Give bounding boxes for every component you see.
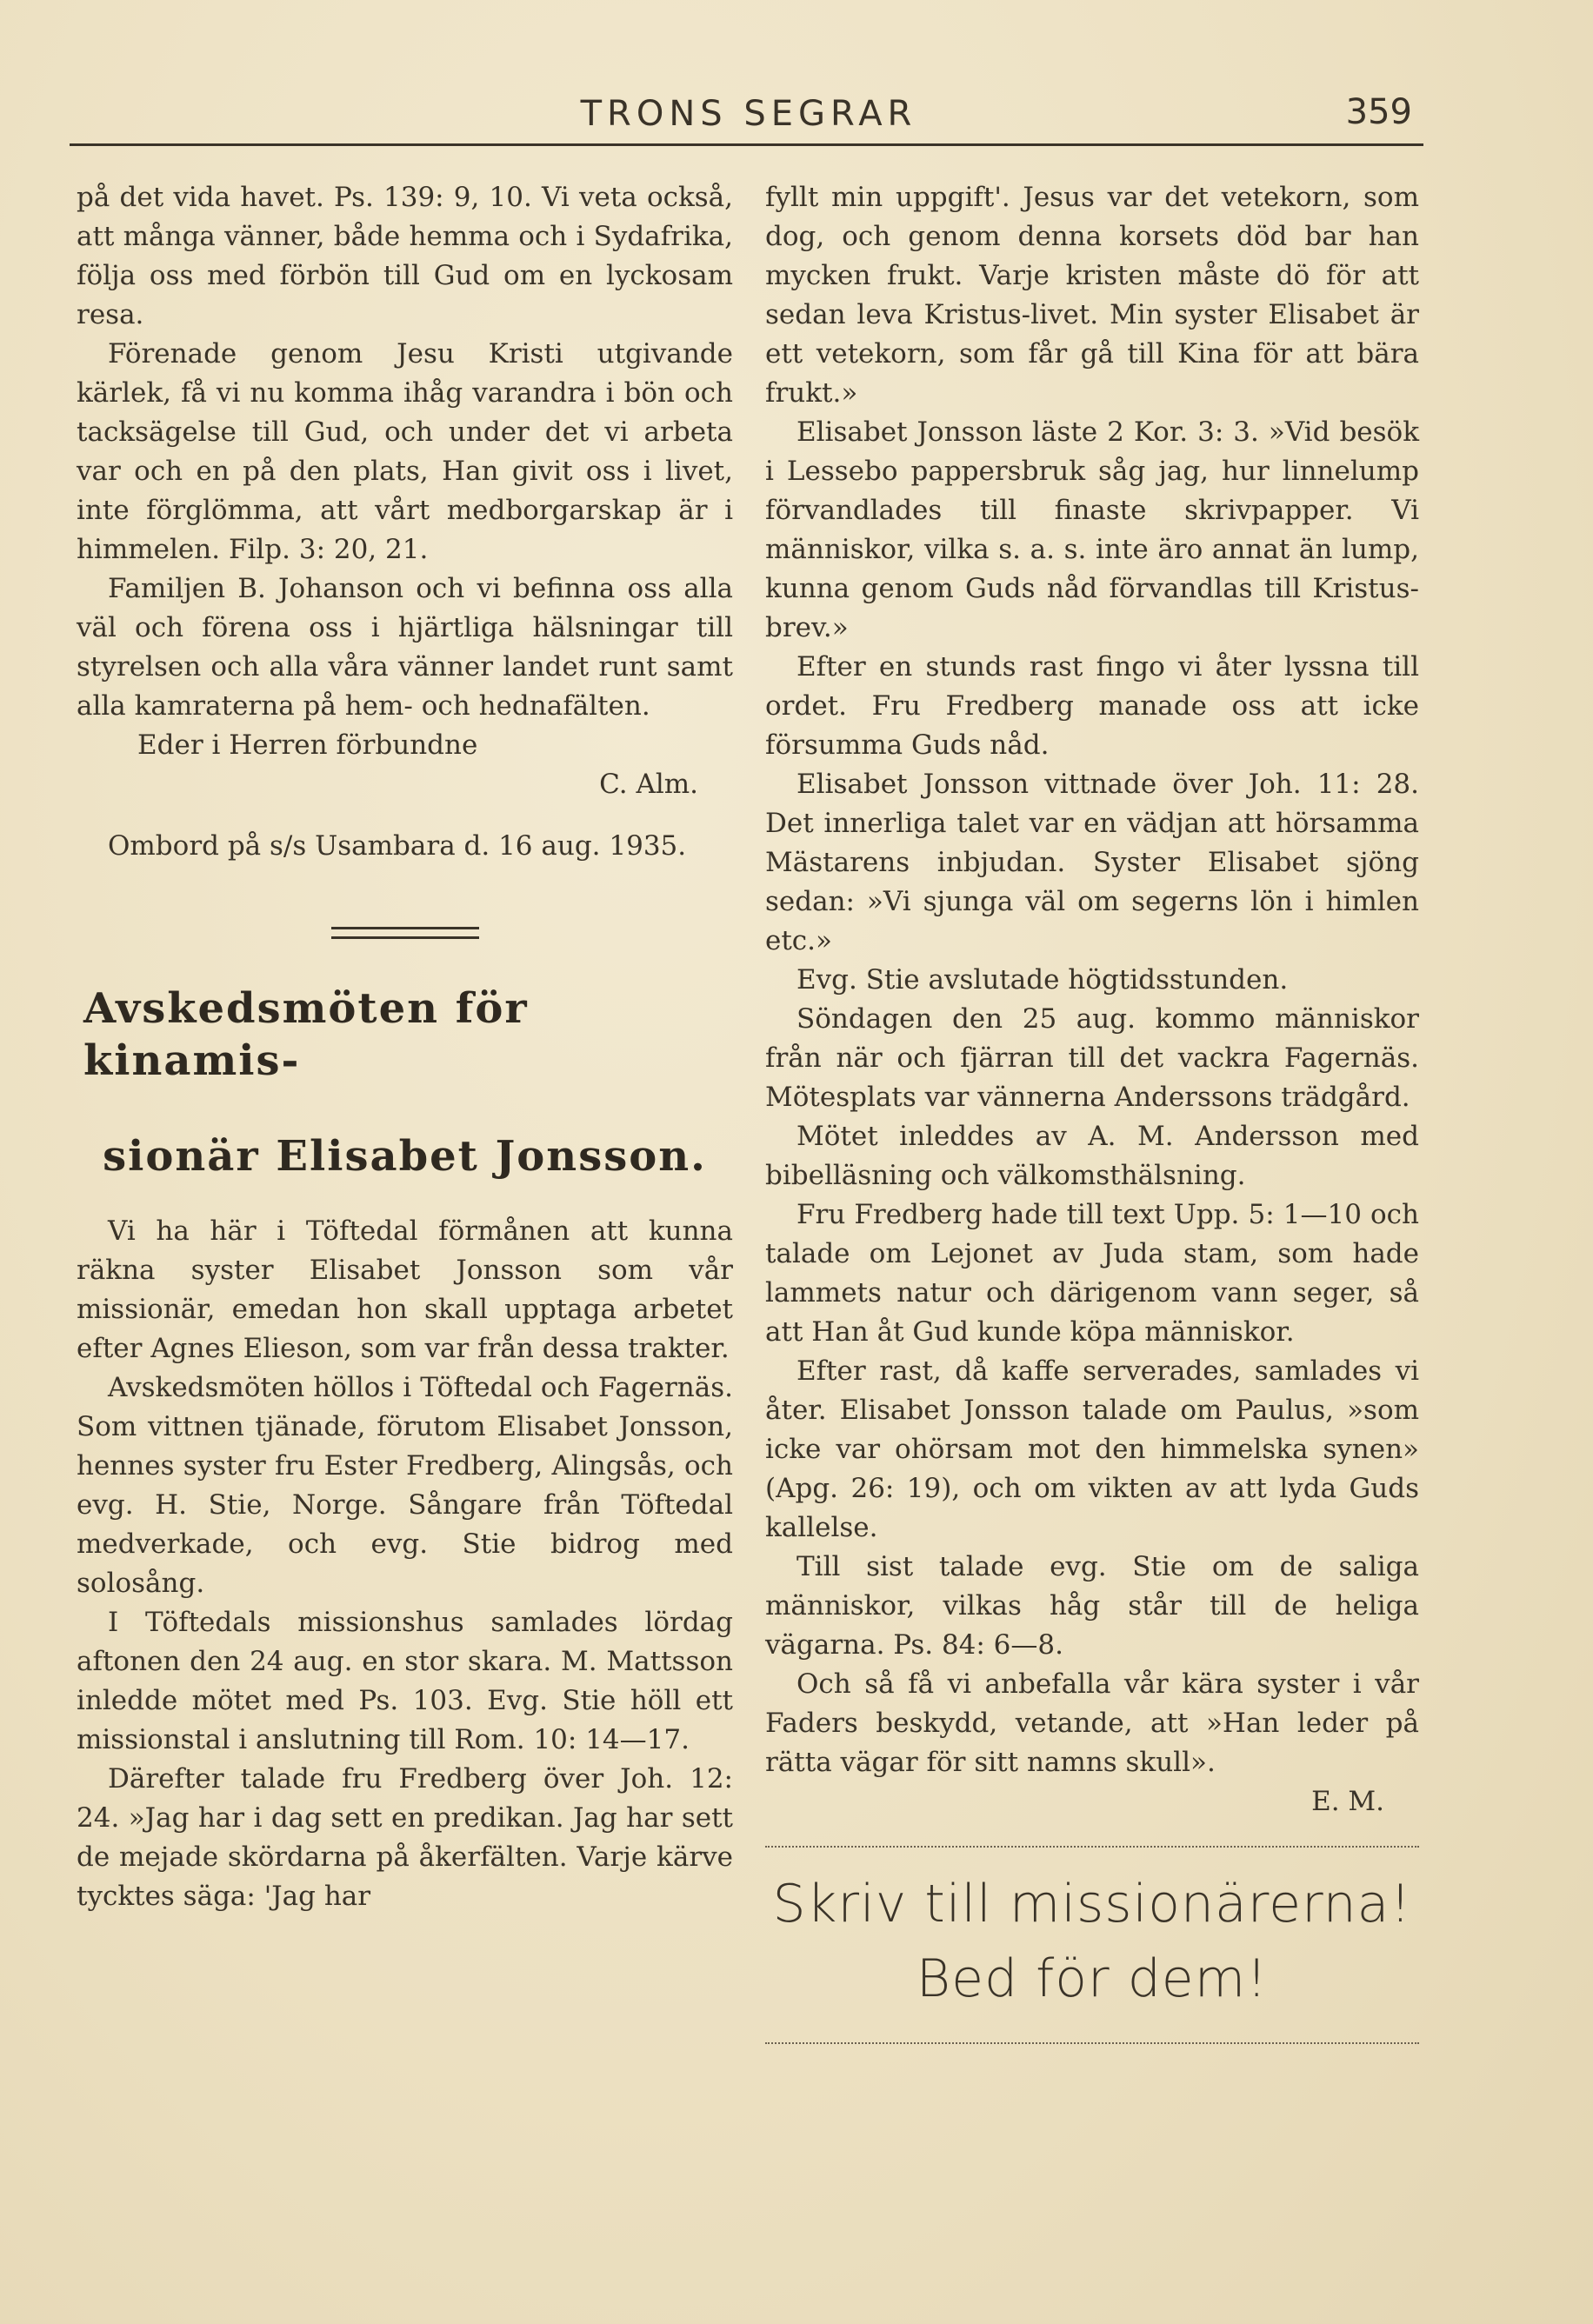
article-paragraph: I Töftedals missionshus samlades lördag aftonen den 24 aug. en stor skara. M. Mattsson inledde mötet med Ps. 103. Evg. Stie höll ett missionstal i anslutning till Rom. 10: 14—17. [77, 1607, 733, 1755]
letter-paragraph: på det vida havet. Ps. 139: 9, 10. Vi veta också, att många vänner, både hemma och i Sydafrika, följa oss med förbön till Gud om en lyckosam resa. [77, 182, 733, 330]
article-title [77, 982, 733, 1182]
page-header [78, 87, 1419, 139]
promo-line: Skriv till missionärerna! [772, 1874, 1412, 1934]
article-paragraph: Vi ha här i Töftedal förmånen att kunna räkna syster Elisabet Jonsson som vår missionär, emedan hon skall upptaga arbetet efter Agnes Elieson, som var från dessa trakter. [77, 1215, 733, 1364]
letter-closing: Eder i Herren förbundne [137, 729, 478, 761]
article-paragraph: Fru Fredberg hade till text Upp. 5: 1—10 och talade om Lejonet av Juda stam, som hade lammets natur och därigenom vann seger, så att Han åt Gud kunde köpa människor. [765, 1199, 1419, 1348]
page-number: 359 [1345, 92, 1412, 132]
article-paragraph: Söndagen den 25 aug. kommo människor från när och fjärran till det vackra Fagernäs. Mötesplats var vännerna Anderssons trädgård. [765, 1003, 1419, 1113]
article-paragraph: Elisabet Jonsson läste 2 Kor. 3: 3. »Vid besök i Lessebo pappersbruk såg jag, hur linnelump förvandlades till finaste skrivpapper. Vi människor, vilka s. a. s. inte äro annat än lump, kunna genom Guds nåd förvandlas till Kristus-brev.» [765, 416, 1419, 643]
article-paragraph: Evg. Stie avslutade högtidsstunden. [796, 964, 1289, 996]
letter-signature: C. Alm. [599, 769, 698, 800]
article-paragraph: Och så få vi anbefalla vår kära syster i vår Faders beskydd, vetande, att »Han leder på rätta vägar för sitt namns skull». [765, 1668, 1419, 1778]
article-paragraph: Till sist talade evg. Stie om de saliga människor, vilkas håg står till de heliga vägarna. Ps. 84: 6—8. [765, 1551, 1419, 1661]
letter-dateline: Ombord på s/s Usambara d. 16 aug. 1935. [108, 830, 687, 862]
article-paragraph: fyllt min uppgift'. Jesus var det vetekorn, som dog, och genom denna korsets död bar han mycken frukt. Varje kristen måste dö för att sedan leva Kristus-livet. Min syster Elisabet är ett vetekorn, som får gå till Kina för att bära frukt.» [765, 182, 1419, 409]
header-rule [70, 143, 1423, 146]
letter-paragraph: Förenade genom Jesu Kristi utgivande kärlek, få vi nu komma ihåg varandra i bön och tacksägelse till Gud, och under det vi arbeta var och en på den plats, Han givit oss i livet, inte förglömma, att vårt medborgarskap är i himmelen. Filp. 3: 20, 21. [77, 338, 733, 565]
article-paragraph: Avskedsmöten höllos i Töftedal och Fagernäs. Som vittnen tjänade, förutom Elisabet Jonsson, hennes syster fru Ester Fredberg, Alingsås, och evg. H. Stie, Norge. Sångare från Töftedal medverkade, och evg. Stie bidrog med solosång. [77, 1372, 733, 1599]
article-paragraph: Därefter talade fru Fredberg över Joh. 12: 24. »Jag har i dag sett en predikan. Jag har sett de mejade skördarna på åkerfälten. Varje kärve tycktes säga: 'Jag har [77, 1763, 733, 1912]
article-paragraph: Efter en stunds rast fingo vi åter lyssna till ordet. Fru Fredberg manade oss att icke försumma Guds nåd. [765, 651, 1419, 761]
article-signature: E. M. [1311, 1786, 1384, 1817]
article-paragraph: Elisabet Jonsson vittnade över Joh. 11: 28. Det innerliga talet var en vädjan att hörsamma Mästarens inbjudan. Syster Elisabet sjöng sedan: »Vi sjunga väl om segerns lön i himlen etc.» [765, 769, 1419, 956]
article-title-line: Avskedsmöten för kinamis- [83, 984, 529, 1085]
promo-box [765, 1867, 1419, 2016]
article-paragraph: Mötet inleddes av A. M. Andersson med bibelläsning och välkomsthälsning. [765, 1121, 1419, 1191]
section-divider [331, 927, 479, 939]
running-title: TRONS SEGRAR [580, 94, 917, 134]
left-column [77, 178, 733, 1916]
dotted-rule [765, 2042, 1419, 2044]
dotted-rule [765, 1846, 1419, 1848]
article-paragraph: Efter rast, då kaffe serverades, samlades vi åter. Elisabet Jonsson talade om Paulus, »som icke var ohörsam mot den himmelska synen» (Apg. 26: 19), och om vikten av att lyda Guds kallelse. [765, 1355, 1419, 1543]
letter-paragraph: Familjen B. Johanson och vi befinna oss alla väl och förena oss i hjärtliga hälsningar till styrelsen och alla våra vänner landet runt samt alla kamraterna på hem- och hednafälten. [77, 573, 733, 722]
promo-line: Bed för dem! [916, 1948, 1269, 2009]
right-column [765, 178, 1419, 2044]
article-title-line: sionär Elisabet Jonsson. [103, 1132, 707, 1181]
